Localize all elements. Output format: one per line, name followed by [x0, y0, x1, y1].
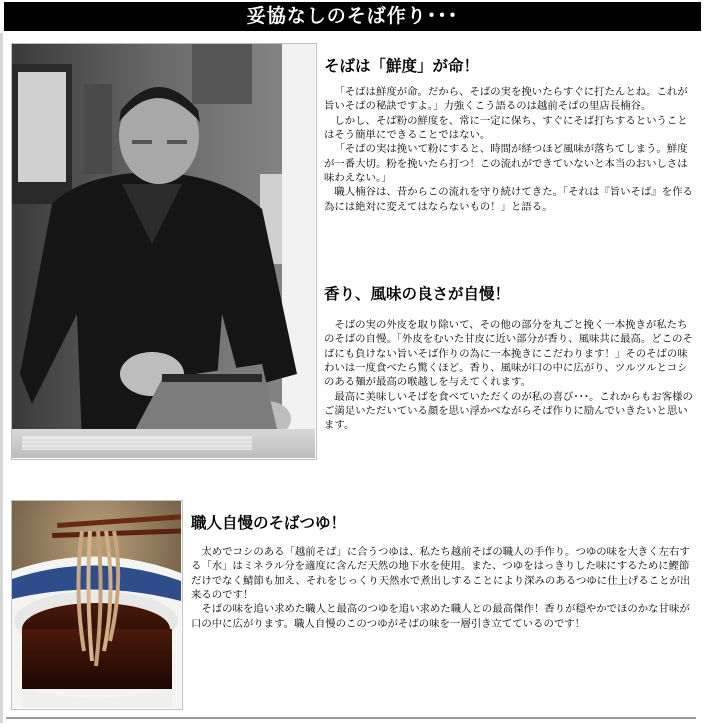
chef-cutting-soba-photo — [12, 44, 315, 458]
section-3-heading: 職人自慢のそばつゆ！ — [191, 514, 347, 532]
section-1-paragraph: 「そばの実は挽いて粉にすると、時間が経つほど風味が落ちてしまう。鮮度が一番大切。粉を挽いたら打つ！この流れができていないと本当のおいしさは味わえない。」 — [324, 143, 688, 185]
section-1-heading: そばは「鮮度」が命！ — [324, 57, 480, 75]
soba-tsuyu-photo — [12, 501, 181, 708]
section-2-paragraph: 最高に美味しいそばを食べていただくのが私の喜び･･･。これからもお客様のご満足いただいている顔を思い浮かべながらそば作りに励んでいきたいと思います。 — [324, 390, 693, 432]
section-2-paragraph: そばの実の外皮を取り除いて、その他の部分を丸ごと挽く一本挽きが私たちのそばの自慢。「外皮をむいた甘皮に近い部分が香り、風味共に最高。どこのそばにも負けない旨いそば作りの為に一本挽きにこだわります！」そのそばの味わいは一度食べたら驚くほど。香り、風味が口の中に広がり、ツルツルとコシのある麺が最高の喉越しを与えてくれます。 — [324, 319, 693, 389]
section-3-body — [191, 545, 696, 631]
section-2-heading: 香り、風味の良さが自慢！ — [324, 285, 511, 303]
tsuyu-illustration — [12, 501, 181, 708]
section-3-paragraph: 太めでコシのある「越前そば」に合うつゆは、私たち越前そばの職人の手作り。つゆの味を大きく左右する「水」はミネラル分を適度に含んだ天然の地下水を使用。また、つゆをはっきりした味にするために鰹節だけでなく鯖節も加え、それをじっくり天然水で煮出しすることにより深みのあるつゆに仕上げることが出来るのです！ — [191, 546, 691, 602]
section-1-paragraph: 職人楠谷は、昔からこの流れを守り続けてきた。「それは『旨いそば』を作る為には絶対に変えてはならないもの！」と語る。 — [324, 186, 693, 213]
page-left-edge — [0, 33, 3, 723]
section-1-paragraph: しかし、そば粉の鮮度を、常に一定に保ち、すぐにそば打ちするということはそう簡単にできることではない。 — [324, 114, 688, 142]
section-2-body — [324, 318, 696, 433]
chef-illustration — [12, 44, 315, 458]
footer-divider — [6, 717, 696, 719]
section-1-body — [324, 85, 696, 214]
section-3-paragraph: そばの味を追い求めた職人と最高のつゆを追い求めた職人との最高傑作！香りが穏やかでほのかな甘味が口の中に広がります。職人自慢のこのつゆがそばの味を一層引き立てているのです！ — [191, 603, 690, 630]
page-title: 妥協なしのそば作り･･･ — [4, 2, 701, 31]
section-1-paragraph: 「そばは鮮度が命。だから、そばの実を挽いたらすぐに打たんとね。これが旨いそばの秘訣ですよ。」力強くこう語るのは越前そばの里店長楠谷。 — [324, 86, 688, 113]
